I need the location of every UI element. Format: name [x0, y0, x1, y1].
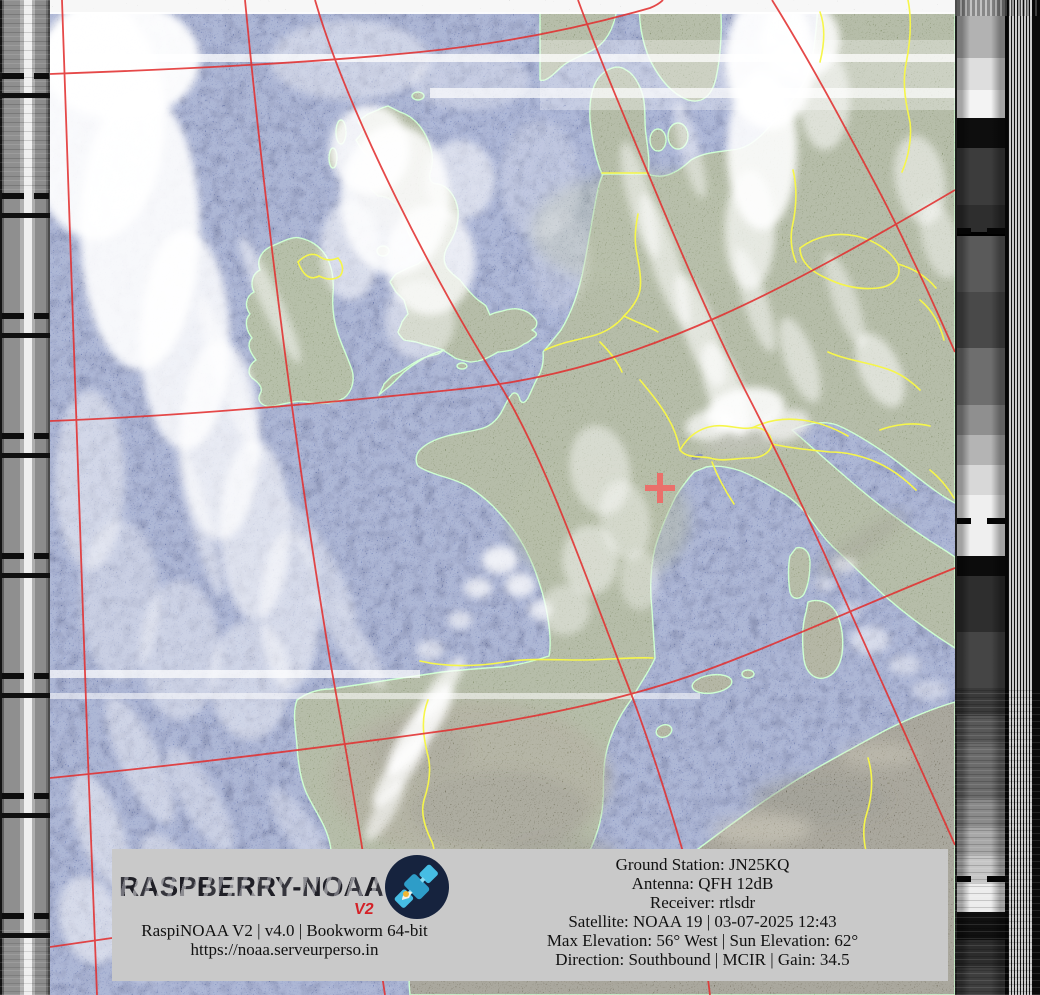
telemetry-noise-bottom — [955, 690, 1040, 995]
ground-station-line: Ground Station: JN25KQ — [615, 855, 790, 874]
satellite-icon — [384, 854, 450, 920]
image-grain — [50, 0, 955, 995]
station-url: https://noaa.serveurperso.in — [190, 940, 379, 959]
satellite-map — [50, 0, 955, 995]
sync-bar-noise-top — [0, 0, 50, 190]
info-overlay — [112, 849, 948, 981]
raspberry-noaa-logo — [120, 853, 450, 921]
interference-band — [50, 670, 420, 678]
logo-version: V2 — [352, 901, 375, 918]
direction-line: Direction: Southbound | MCIR | Gain: 34.5 — [555, 950, 850, 969]
telemetry-noise-top — [955, 0, 1040, 16]
sync-bar-noise-bottom — [0, 930, 50, 995]
minute-marker — [957, 228, 1005, 234]
minute-marker — [957, 518, 1005, 524]
pass-details — [457, 849, 948, 981]
receiver-line: Receiver: rtlsdr — [649, 893, 756, 912]
interference-band — [50, 693, 700, 699]
elevation-line: Max Elevation: 56° West | Sun Elevation: 62° — [546, 931, 859, 950]
antenna-line: Antenna: QFH 12dB — [631, 874, 774, 893]
satellite-line: Satellite: NOAA 19 | 03-07-2025 12:43 — [568, 912, 837, 931]
station-branding — [112, 849, 457, 981]
build-info: RaspiNOAA V2 | v4.0 | Bookworm 64-bit — [141, 921, 428, 940]
interference-band — [540, 40, 955, 110]
logo-brand-text: RASPBERRY-NOAA — [119, 871, 384, 902]
